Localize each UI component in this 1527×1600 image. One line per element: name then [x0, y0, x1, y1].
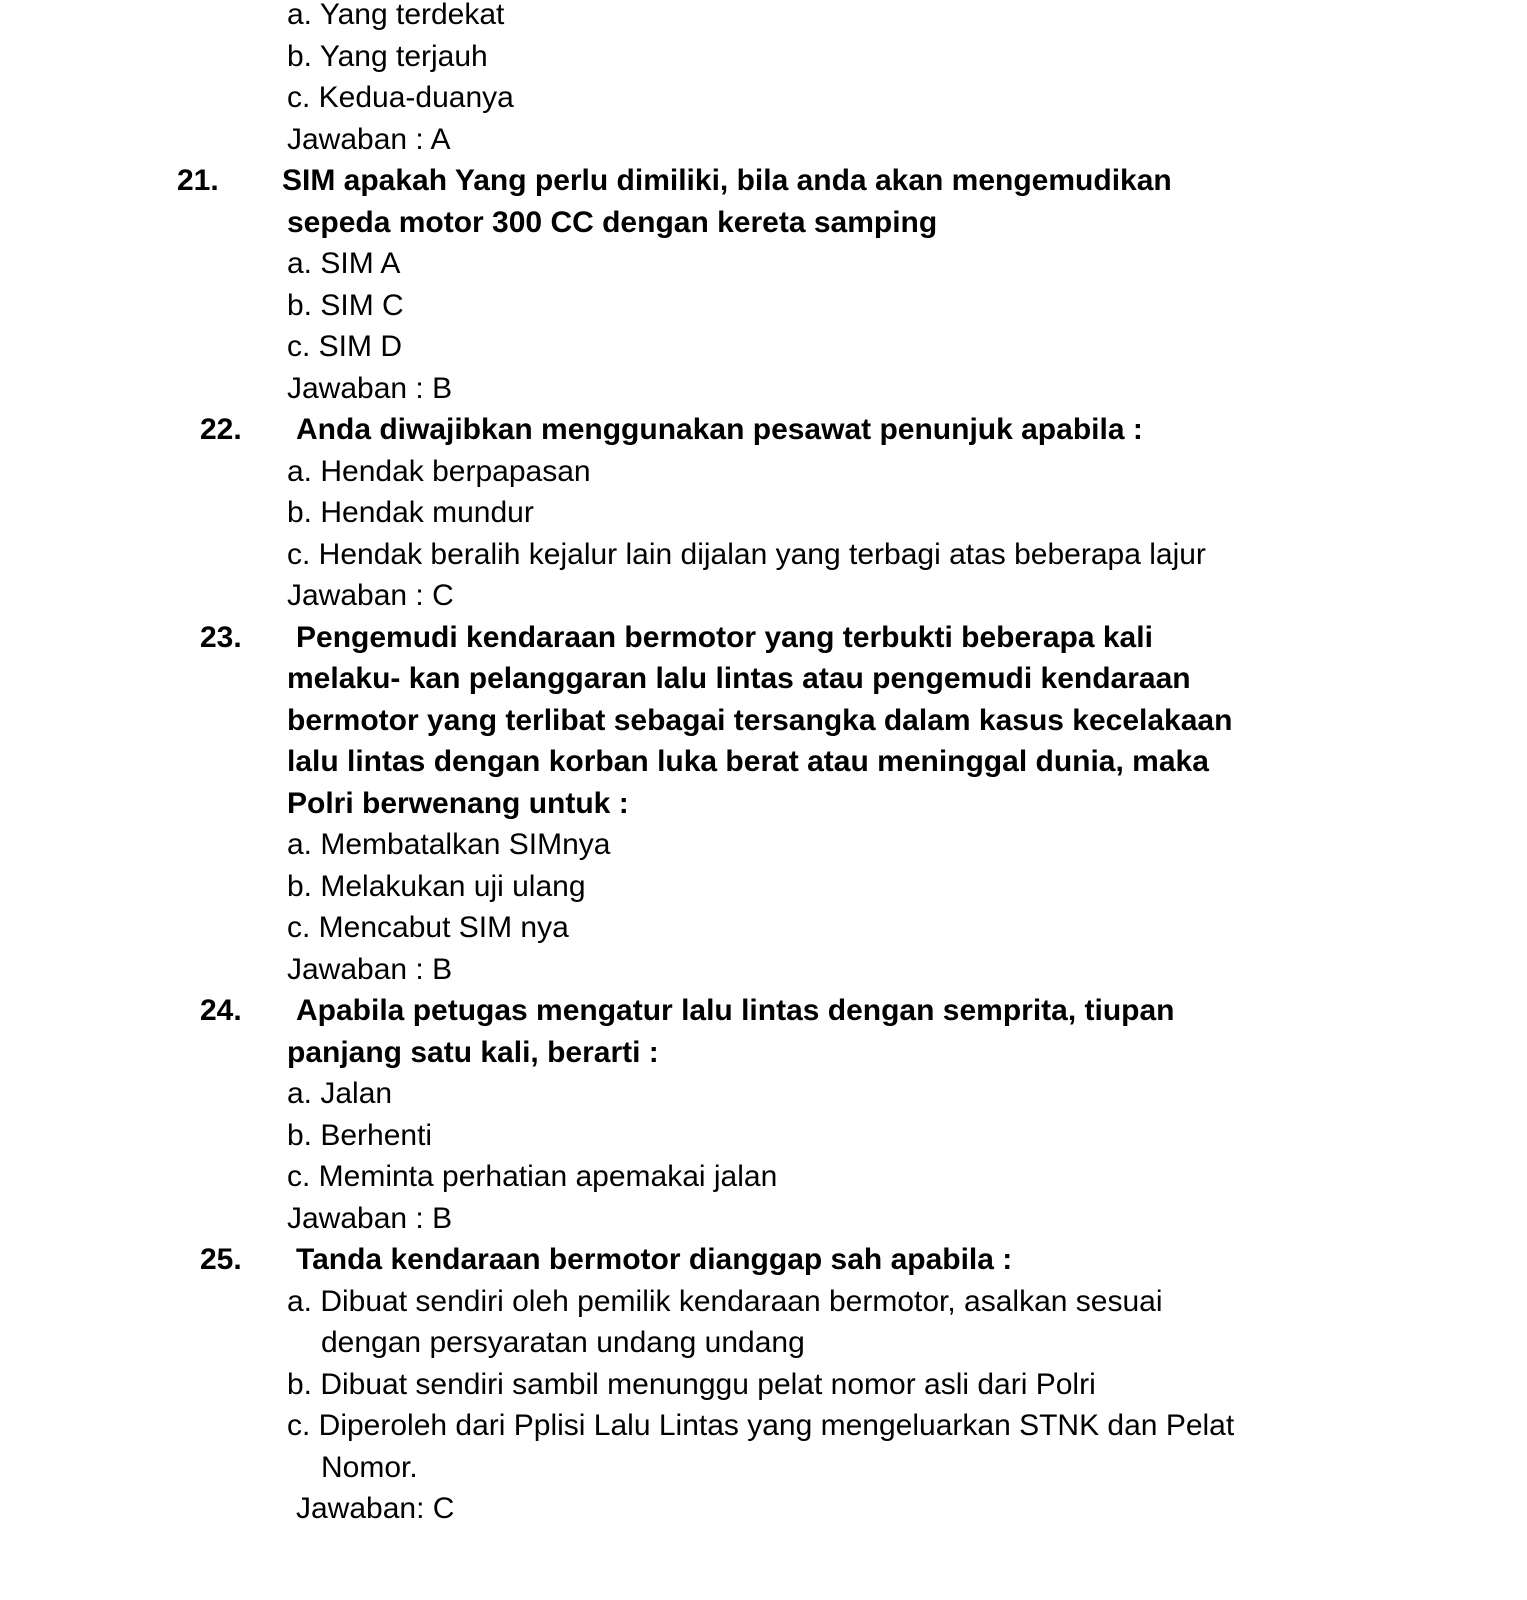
- q22-answer: Jawaban : C: [287, 579, 454, 612]
- q23-answer: Jawaban : B: [287, 953, 453, 986]
- q21-option-b: b. SIM C: [287, 289, 404, 322]
- q21-number: 21.: [177, 164, 219, 197]
- q22-number: 22.: [200, 413, 242, 446]
- q25-question: Tanda kendaraan bermotor dianggap sah apabila :: [296, 1243, 1013, 1276]
- q25-option-a-line-1: a. Dibuat sendiri oleh pemilik kendaraan bermotor, asalkan sesuai: [287, 1285, 1163, 1318]
- q20-option-c: c. Kedua-duanya: [287, 81, 514, 114]
- q23-option-b: b. Melakukan uji ulang: [287, 870, 586, 903]
- q23-number: 23.: [200, 621, 242, 654]
- q21-option-a: a. SIM A: [287, 247, 401, 280]
- q24-option-c: c. Meminta perhatian apemakai jalan: [287, 1160, 778, 1193]
- q25-option-c-line-2: Nomor.: [321, 1451, 418, 1484]
- q20-option-b: b. Yang terjauh: [287, 40, 488, 73]
- q24-number: 24.: [200, 994, 242, 1027]
- q23-question-line-1: Pengemudi kendaraan bermotor yang terbukti beberapa kali: [296, 621, 1153, 654]
- q23-option-a: a. Membatalkan SIMnya: [287, 828, 611, 861]
- q25-option-b: b. Dibuat sendiri sambil menunggu pelat nomor asli dari Polri: [287, 1368, 1096, 1401]
- q25-number: 25.: [200, 1243, 242, 1276]
- q21-answer: Jawaban : B: [287, 372, 453, 405]
- q22-question: Anda diwajibkan menggunakan pesawat penunjuk apabila :: [296, 413, 1143, 446]
- q22-option-a: a. Hendak berpapasan: [287, 455, 591, 488]
- q23-question-line-5: Polri berwenang untuk :: [287, 787, 629, 820]
- q24-option-a: a. Jalan: [287, 1077, 393, 1110]
- q20-option-a: a. Yang terdekat: [287, 0, 505, 31]
- q21-question-line-1: SIM apakah Yang perlu dimiliki, bila anda akan mengemudikan: [282, 164, 1172, 197]
- q24-question-line-2: panjang satu kali, berarti :: [287, 1036, 659, 1069]
- q21-option-c: c. SIM D: [287, 330, 403, 363]
- q23-question-line-3: bermotor yang terlibat sebagai tersangka dalam kasus kecelakaan: [287, 704, 1233, 737]
- q24-question-line-1: Apabila petugas mengatur lalu lintas dengan semprita, tiupan: [296, 994, 1175, 1027]
- q23-question-line-2: melaku- kan pelanggaran lalu lintas atau pengemudi kendaraan: [287, 662, 1191, 695]
- q25-answer: Jawaban: C: [296, 1492, 455, 1525]
- q20-answer: Jawaban : A: [287, 123, 451, 156]
- q21-question-line-2: sepeda motor 300 CC dengan kereta samping: [287, 206, 938, 239]
- q25-option-a-line-2: dengan persyaratan undang undang: [321, 1326, 805, 1359]
- q22-option-b: b. Hendak mundur: [287, 496, 534, 529]
- q23-option-c: c. Mencabut SIM nya: [287, 911, 569, 944]
- q24-option-b: b. Berhenti: [287, 1119, 433, 1152]
- q24-answer: Jawaban : B: [287, 1202, 453, 1235]
- q25-option-c-line-1: c. Diperoleh dari Pplisi Lalu Lintas yang mengeluarkan STNK dan Pelat: [287, 1409, 1235, 1442]
- q23-question-line-4: lalu lintas dengan korban luka berat atau meninggal dunia, maka: [287, 745, 1209, 778]
- q22-option-c: c. Hendak beralih kejalur lain dijalan yang terbagi atas beberapa lajur: [287, 538, 1206, 571]
